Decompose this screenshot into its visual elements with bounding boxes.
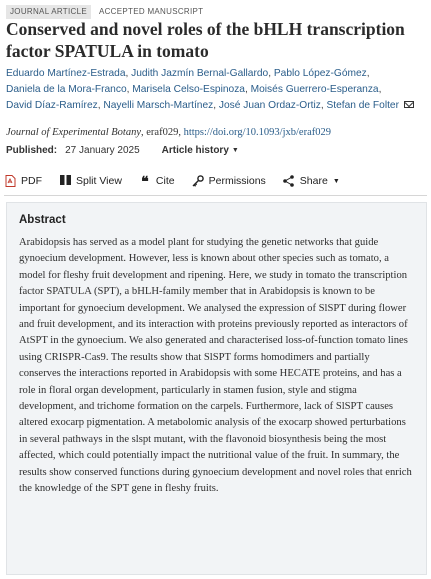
accepted-manuscript-badge: ACCEPTED MANUSCRIPT: [98, 7, 204, 16]
quote-icon: ❝: [141, 173, 149, 189]
share-icon: [283, 175, 295, 187]
author-link[interactable]: David Díaz-Ramírez: [6, 100, 98, 112]
author-link[interactable]: Pablo López-Gómez: [273, 68, 367, 79]
article-id: , eraf029,: [141, 127, 184, 138]
abstract-panel: [6, 202, 427, 575]
pdf-icon: [4, 175, 16, 187]
author-link[interactable]: Nayelli Marsch-Martínez: [103, 100, 214, 112]
journal-name: Journal of Experimental Botany: [6, 127, 142, 138]
pdf-button[interactable]: PDF: [4, 175, 42, 187]
toolbar-divider: [4, 195, 427, 196]
published-date: 27 January 2025: [65, 145, 140, 156]
article-badges: [6, 5, 207, 19]
author-link[interactable]: Judith Jazmín Bernal-Gallardo: [131, 68, 269, 79]
author-link[interactable]: Daniela de la Mora-Franco: [6, 84, 127, 96]
abstract-text: Arabidopsis has served as a model plant for studying the genetic networks that guide gynoecium development. However, less is known about other species such as tomato, a model for fleshy fruit development and ripening. Here, we study in tomato the transcription factor SPATULA (SPT), a bHLH-family member that in Arabidopsis is known to be important for gynoecium development. We analysed the expression of SlSPT during flower and fruit development, and its interaction with proteins previously reported as interactors of AtSPT in the gynoecium. We also generated and characterised loss-of-function tomato lines using CRISPR-Cas9. The results show that SlSPT forms homodimers and partially conserves the interactions reported in Arabidopsis with some HECATE proteins, and has a role in floral organ development, particularly in stamen fusion, style and stigma development, and trichome formation on the carpels. Furthermore, lack of SlSPT causes altered exocarp pigmentation. A metabolomic analysis of the exocarp showed perturbations in several pathways in the slspt mutant, with the flavonoid biosynthesis being the most affected, which could potentially impact the nutritional value of the fruit. In summary, the results show conserved functions during gynoecium development and novel roles that enrich the knowledge of the SPT gene in fleshy fruits.: [19, 237, 412, 495]
share-button[interactable]: Share ▼: [283, 175, 340, 187]
journal-article-badge: JOURNAL ARTICLE: [6, 5, 91, 19]
author-link[interactable]: Marisela Celso-Espinoza: [132, 84, 245, 96]
author-link[interactable]: Stefan de Folter: [326, 100, 399, 112]
citation-line: [6, 127, 331, 138]
email-icon[interactable]: [404, 101, 414, 108]
author-link[interactable]: Eduardo Martínez-Estrada: [6, 68, 126, 79]
article-title: Conserved and novel roles of the bHLH transcription factor SPATULA in tomato: [6, 19, 405, 61]
doi-link[interactable]: https://doi.org/10.1093/jxb/eraf029: [183, 127, 331, 138]
publication-info: [6, 145, 239, 156]
abstract-heading: Abstract: [19, 214, 66, 226]
permissions-button[interactable]: Permissions: [192, 175, 266, 187]
caret-down-icon: ▼: [332, 177, 340, 185]
author-link[interactable]: Moisés Guerrero-Esperanza: [250, 84, 379, 96]
article-toolbar: [4, 170, 427, 192]
split-view-button[interactable]: Split View: [59, 175, 122, 187]
caret-down-icon: ▼: [231, 147, 239, 154]
article-history-toggle[interactable]: Article history ▼: [161, 145, 239, 156]
split-view-icon: [59, 175, 71, 187]
author-link[interactable]: José Juan Ordaz-Ortiz: [218, 100, 321, 112]
author-list: Eduardo Martínez-Estrada, Judith Jazmín Bernal-Gallardo, Pablo López-Gómez, Daniela de la Mora-Franco, Marisela Celso-Espinoza, Moisés Guerrero-Esperanza, David Díaz-Ramírez, Nayelli Marsch-Martínez, José Juan Ordaz-Ortiz, Stefan de Folter: [6, 66, 428, 115]
key-icon: [192, 175, 204, 187]
published-label: Published:: [6, 145, 58, 156]
cite-button[interactable]: ❝ Cite: [139, 175, 175, 187]
